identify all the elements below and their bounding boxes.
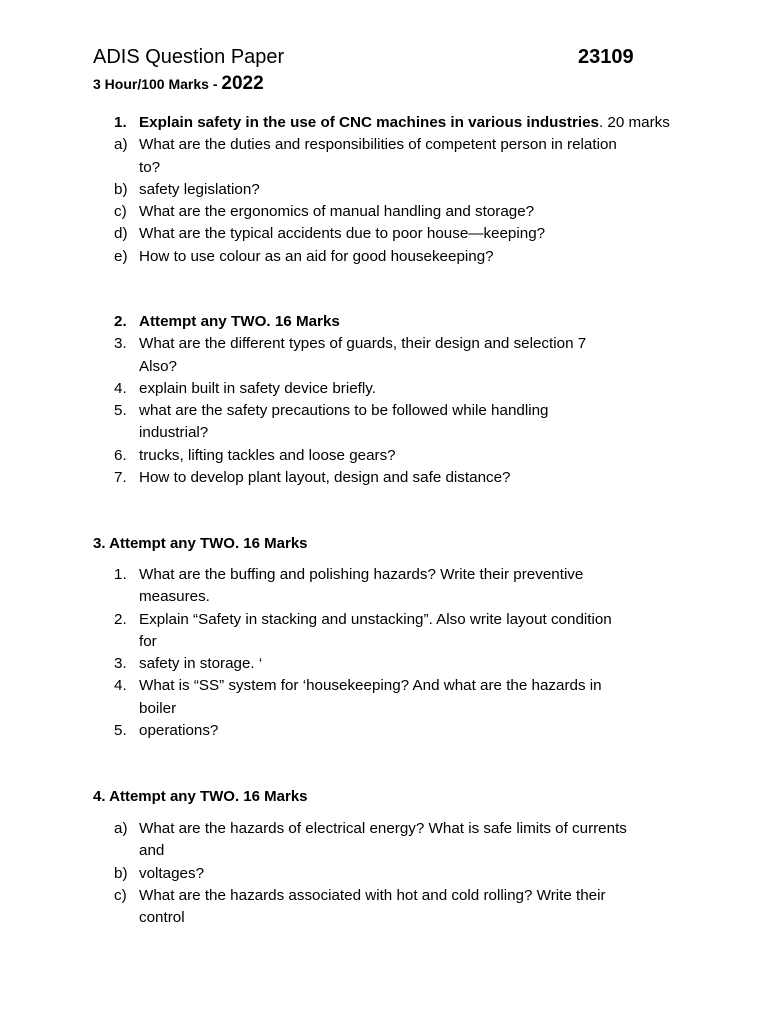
question-text: What are the ergonomics of manual handling and storage?	[139, 203, 535, 221]
list-item	[93, 631, 693, 653]
list-marker: a)	[114, 820, 128, 837]
question-text: for	[139, 632, 157, 650]
list-marker: 5.	[114, 402, 127, 420]
section-3-list	[93, 564, 693, 742]
list-item	[93, 223, 693, 245]
question-text: measures.	[139, 588, 210, 606]
question-text: How to develop plant layout, design and safe distance?	[139, 469, 511, 487]
list-item	[93, 179, 693, 201]
question-text: safety in storage. ‘	[139, 655, 263, 673]
list-item	[93, 467, 693, 489]
list-item	[93, 653, 693, 675]
list-item	[93, 907, 693, 929]
list-item	[93, 863, 693, 885]
list-item	[93, 564, 693, 586]
list-item	[93, 157, 693, 179]
question-text: and	[139, 842, 165, 860]
question-text: . 20 marks	[598, 114, 670, 131]
question-text: operations?	[139, 722, 219, 740]
list-marker: 1.	[114, 114, 127, 131]
list-marker: d)	[114, 225, 128, 243]
list-item	[93, 422, 693, 444]
question-text: What are the typical accidents due to poor house—keeping?	[139, 225, 546, 243]
list-marker: 5.	[114, 722, 127, 740]
question-text: control	[139, 909, 185, 927]
list-item	[93, 885, 693, 907]
list-item	[93, 445, 693, 467]
list-marker: c)	[114, 203, 127, 221]
list-marker: b)	[114, 864, 128, 882]
question-text: boiler	[139, 699, 177, 717]
list-marker: 2.	[114, 610, 127, 628]
list-marker: e)	[114, 247, 128, 265]
question-text: Also?	[139, 357, 177, 375]
list-marker: a)	[114, 136, 128, 154]
list-item	[93, 720, 693, 742]
question-text: How to use colour as an aid for good housekeeping?	[139, 247, 494, 265]
duration-marks-text: 3 Hour/100 Marks -	[93, 76, 218, 92]
question-text: explain built in safety device briefly.	[139, 379, 376, 397]
list-item	[93, 818, 693, 840]
list-item	[93, 311, 693, 333]
question-text: voltages?	[139, 864, 205, 882]
list-item	[93, 246, 693, 268]
paper-year: 2022	[221, 73, 264, 94]
list-item	[93, 400, 693, 422]
list-item	[93, 698, 693, 720]
question-text: trucks, lifting tackles and loose gears?	[139, 446, 396, 464]
section-2-list	[93, 311, 693, 489]
title-row	[93, 44, 653, 72]
list-marker: 1.	[114, 566, 127, 583]
list-item	[93, 586, 693, 608]
list-item	[93, 675, 693, 697]
list-marker: c)	[114, 886, 127, 904]
list-marker: 2.	[114, 313, 127, 330]
paper-code: 23109	[578, 46, 634, 68]
list-item	[93, 333, 693, 355]
list-marker: 3.	[114, 335, 127, 353]
question-bold-text: Explain safety in the use of CNC machines in various industries	[139, 114, 599, 131]
question-text: What are the different types of guards, their design and selection 7	[139, 335, 587, 353]
question-text: What is “SS” system for ‘housekeeping? And what are the hazards in	[139, 677, 602, 695]
list-item	[93, 840, 693, 862]
list-marker: 4.	[114, 677, 127, 695]
section-4-heading: 4. Attempt any TWO. 16 Marks	[93, 788, 308, 805]
list-marker: b)	[114, 180, 128, 198]
question-text: what are the safety precautions to be followed while handling	[139, 402, 549, 420]
list-marker: 6.	[114, 446, 127, 464]
question-text: Explain “Safety in stacking and unstacking”. Also write layout condition	[139, 610, 612, 628]
list-item	[93, 201, 693, 223]
page-title: ADIS Question Paper	[93, 46, 285, 68]
duration-marks-line	[93, 73, 264, 95]
question-text: What are the duties and responsibilities of competent person in relation	[139, 136, 617, 154]
list-item	[93, 378, 693, 400]
section-1-list	[93, 112, 693, 268]
section-heading: Attempt any TWO. 16 Marks	[139, 313, 340, 330]
section-4-list	[93, 818, 693, 929]
question-text: to?	[139, 158, 161, 176]
list-marker: 7.	[114, 469, 127, 487]
section-3-heading: 3. Attempt any TWO. 16 Marks	[93, 535, 308, 552]
question-text: industrial?	[139, 424, 209, 442]
question-text: What are the hazards associated with hot and cold rolling? Write their	[139, 886, 606, 904]
question-text: What are the buffing and polishing hazards? Write their preventive	[139, 566, 584, 583]
list-item	[93, 356, 693, 378]
list-marker: 4.	[114, 379, 127, 397]
list-item	[93, 134, 693, 156]
question-text: What are the hazards of electrical energy? What is safe limits of currents	[139, 820, 627, 837]
question-text: safety legislation?	[139, 180, 260, 198]
list-item	[93, 112, 693, 134]
list-marker: 3.	[114, 655, 127, 673]
list-item	[93, 609, 693, 631]
